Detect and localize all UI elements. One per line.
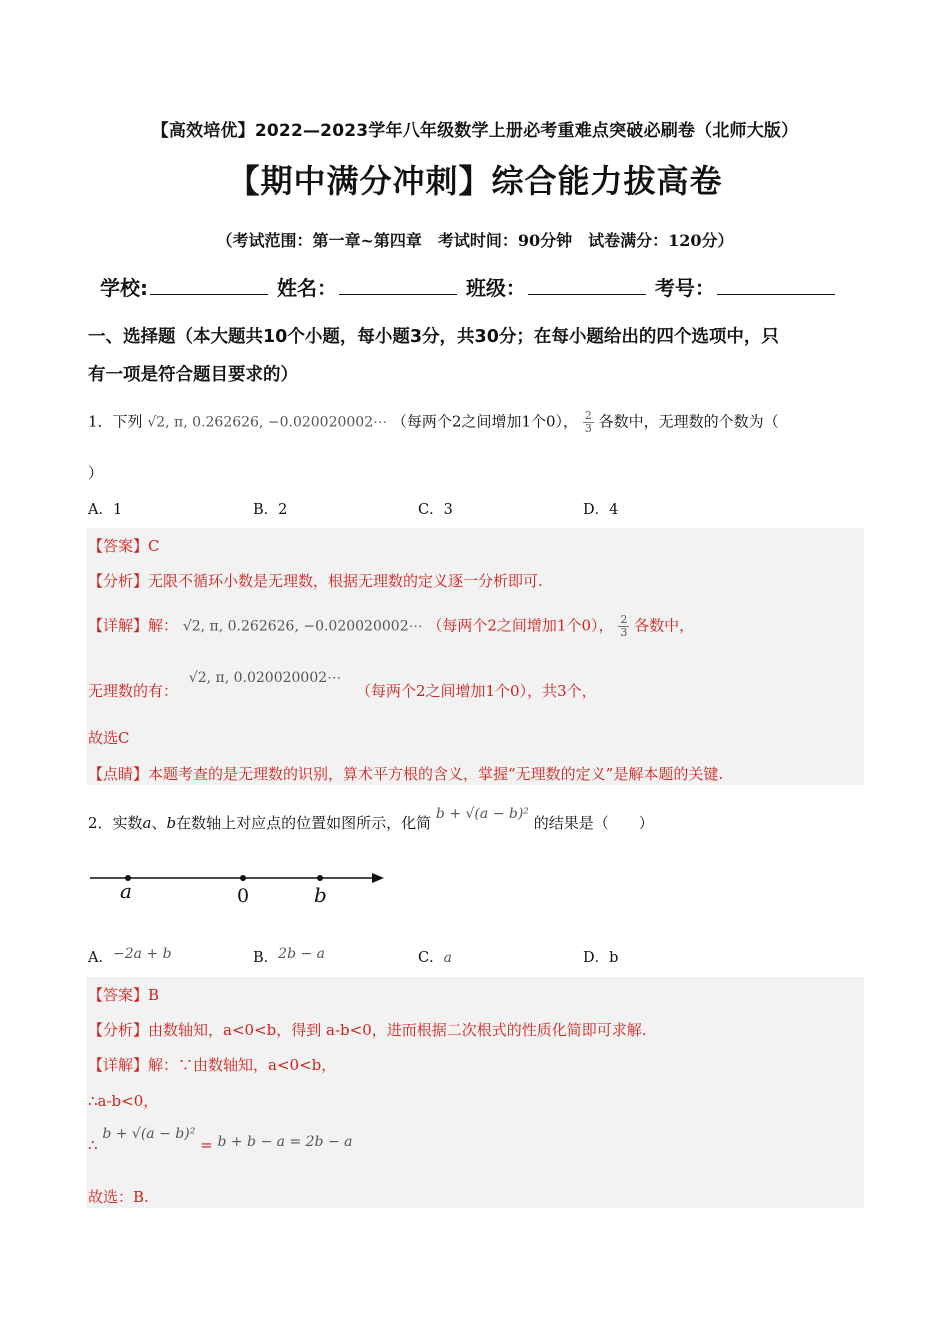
name-label: 姓名： xyxy=(276,276,337,300)
q1-option-c[interactable]: C．3 xyxy=(418,502,453,518)
number-line xyxy=(88,860,388,910)
school-label: 学校: xyxy=(100,276,148,300)
section-title-line2: 有一项是符合题目要求的） xyxy=(88,365,298,385)
label-b: b xyxy=(314,883,327,907)
q1-option-a[interactable]: A．1 xyxy=(88,502,123,518)
name-blank[interactable] xyxy=(339,274,457,295)
q2-answer-box xyxy=(86,977,864,1208)
q2-step2: ∴ b + √(a − b)² = b + b − a = 2b − a xyxy=(88,1126,353,1154)
q1-irrational-list: 无理数的有： √2, π, 0.020020002⋯ （每两个2之间增加1个0），共3个， xyxy=(88,670,597,700)
q2-analysis: 【分析】由数轴知，a<0<b，得到 a-b<0，进而根据二次根式的性质化简即可求解. xyxy=(88,1021,647,1039)
q2-answer: 【答案】B xyxy=(88,986,160,1004)
class-blank[interactable] xyxy=(528,274,646,295)
exam-info: （考试范围：第一章~第四章 考试时间：90分钟 试卷满分：120分） xyxy=(216,231,734,250)
q1-answer: 【答案】C xyxy=(88,537,160,555)
q2-option-a[interactable]: A．−2a + b xyxy=(88,946,172,966)
q2-option-d[interactable]: D．b xyxy=(583,950,619,966)
point-zero xyxy=(240,875,246,881)
q1-choose: 故选C xyxy=(88,729,130,747)
q1-math-list: √2, π, 0.262626, −0.020020002⋯ xyxy=(147,414,388,431)
id-label: 考号： xyxy=(654,276,715,300)
section-title xyxy=(88,318,868,394)
question-1-stem: 1．下列 √2, π, 0.262626, −0.020020002⋯ （每两个2之间增加1个0）， $\frac{2}{3}$ 各数中，无理数的个数为（ xyxy=(88,409,779,435)
q2-option-c[interactable]: C．a xyxy=(418,950,452,966)
label-a: a xyxy=(120,879,132,903)
q1-analysis: 【分析】无限不循环小数是无理数，根据无理数的定义逐一分析即可. xyxy=(88,572,543,590)
q1-option-d[interactable]: D．4 xyxy=(583,502,619,518)
q1-option-b[interactable]: B．2 xyxy=(253,502,288,518)
q2-step1: ∴a-b<0， xyxy=(88,1092,159,1110)
school-blank[interactable] xyxy=(150,274,268,295)
section-title-line1: 一、选择题（本大题共10个小题，每小题3分，共30分；在每小题给出的四个选项中，只 xyxy=(88,327,779,347)
q2-choose: 故选：B. xyxy=(88,1188,149,1206)
label-zero: 0 xyxy=(237,885,250,907)
class-label: 班级： xyxy=(465,276,526,300)
q2-detail: 【详解】解：∵由数轴知，a<0<b， xyxy=(88,1056,337,1074)
q1-detail: 【详解】解： √2, π, 0.262626, −0.020020002⋯ （每两个2之间增加1个0）， $\frac{2}{3}$ 各数中， xyxy=(88,613,695,639)
student-info-line xyxy=(100,272,860,301)
q2-expression: b + √(a − b)² xyxy=(435,806,529,822)
number-line-arrow xyxy=(372,873,384,883)
question-1-paren: ） xyxy=(88,464,104,482)
q2-option-b[interactable]: B．2b − a xyxy=(253,946,326,966)
q1-answer-box xyxy=(86,528,864,785)
q1-detail-fraction: $\frac{2}{3}$ xyxy=(620,613,628,639)
q1-fraction: $\frac{2}{3}$ xyxy=(584,409,592,435)
series-title: 【高效培优】2022—2023学年八年级数学上册必考重难点突破必刷卷（北师大版） xyxy=(151,121,799,141)
id-blank[interactable] xyxy=(717,274,835,295)
point-b xyxy=(317,875,323,881)
main-title: 【期中满分冲刺】综合能力拔高卷 xyxy=(227,162,723,200)
q1-comment: 【点睛】本题考查的是无理数的识别，算术平方根的含义，掌握“无理数的定义”是解本题的关键. xyxy=(88,765,724,783)
question-2-stem: 2．实数a、b在数轴上对应点的位置如图所示，化简 b + √(a − b)² 的结果是（ ） xyxy=(88,806,654,832)
